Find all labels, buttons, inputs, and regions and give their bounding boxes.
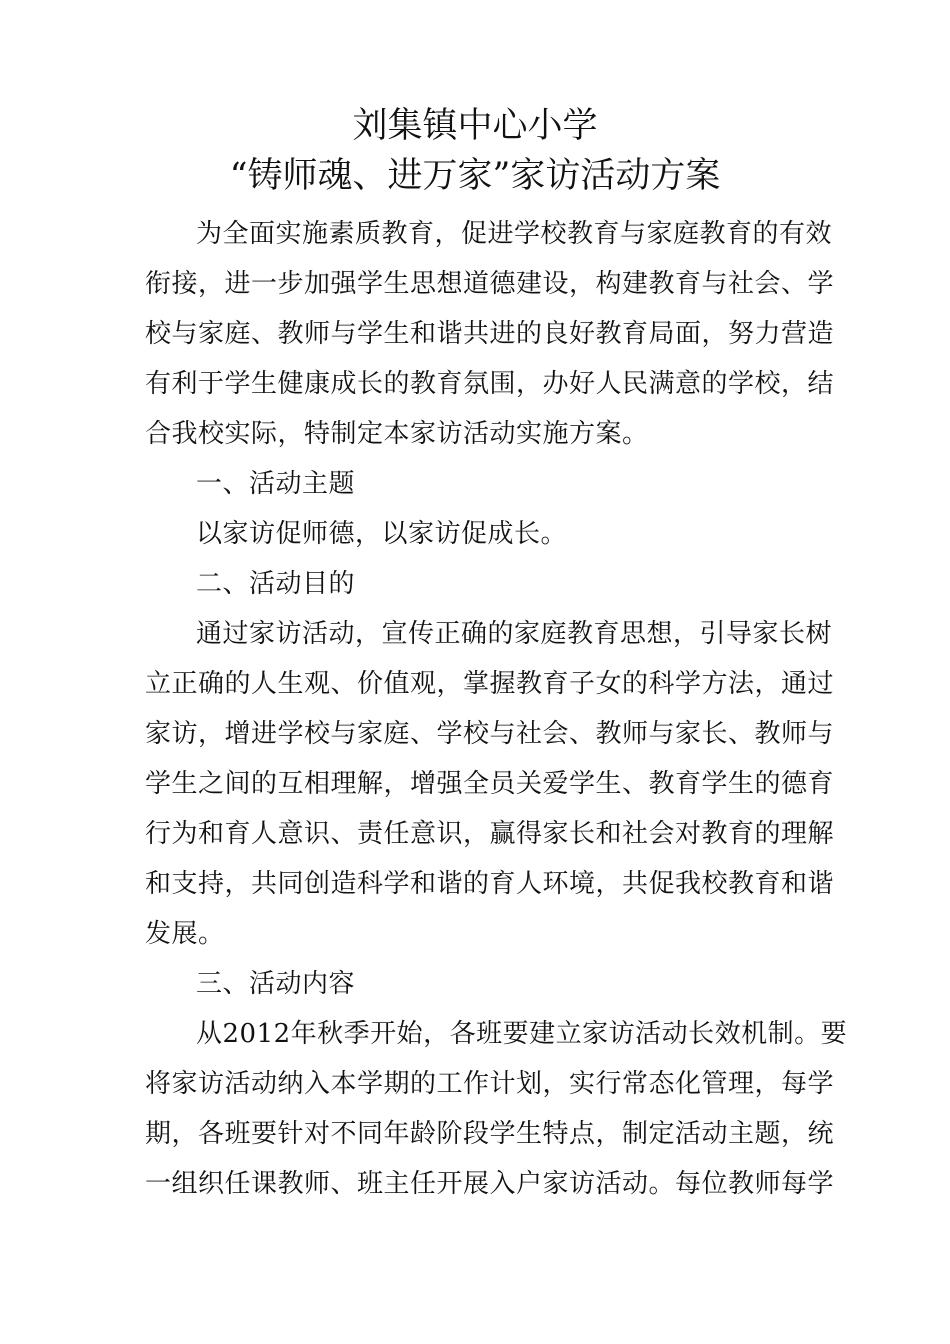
paragraph-purpose-line: 通过家访活动，宣传正确的家庭教育思想，引导家长树 [196,619,833,649]
paragraph-purpose-line: 立正确的人生观、价值观，掌握教育子女的科学方法，通过 [145,669,835,699]
paragraph-purpose-line: 行为和育人意识、责任意识，赢得家长和社会对教育的理解 [145,819,835,849]
paragraph-intro-line: 合我校实际，特制定本家访活动实施方案。 [145,419,649,449]
paragraph-content-line: 期，各班要针对不同年龄阶段学生特点，制定活动主题，统 [145,1119,835,1149]
paragraph-intro-line: 有利于学生健康成长的教育氛围，办好人民满意的学校，结 [145,369,835,399]
paragraph-intro-line: 衔接，进一步加强学生思想道德建设，构建教育与社会、学 [145,269,835,299]
paragraph-intro-line: 为全面实施素质教育，促进学校教育与家庭教育的有效 [196,219,833,249]
document-title-plan: “铸师魂、进万家”家访活动方案 [229,156,721,196]
paragraph-purpose-line: 家访，增进学校与家庭、学校与社会、教师与家长、教师与 [145,719,835,749]
paragraph-content-line: 从2012年秋季开始，各班要建立家访活动长效机制。要 [196,1019,848,1049]
paragraph-content-line: 一组织任课教师、班主任开展入户家访活动。每位教师每学 [145,1169,835,1199]
paragraph-purpose-line: 学生之间的互相理解，增强全员关爱学生、教育学生的德育 [145,769,835,799]
section-heading-theme: 一、活动主题 [196,469,356,499]
paragraph-theme-line: 以家访促师德，以家访促成长。 [196,519,568,549]
section-heading-content: 三、活动内容 [196,969,356,999]
paragraph-purpose-line: 和支持，共同创造科学和谐的育人环境，共促我校教育和谐 [145,869,835,899]
paragraph-content-line: 将家访活动纳入本学期的工作计划，实行常态化管理，每学 [145,1069,835,1099]
paragraph-purpose-line: 发展。 [145,919,225,949]
document-title-school: 刘集镇中心小学 [352,106,598,146]
section-heading-purpose: 二、活动目的 [196,569,356,599]
paragraph-intro-line: 校与家庭、教师与学生和谐共进的良好教育局面，努力营造 [145,319,835,349]
